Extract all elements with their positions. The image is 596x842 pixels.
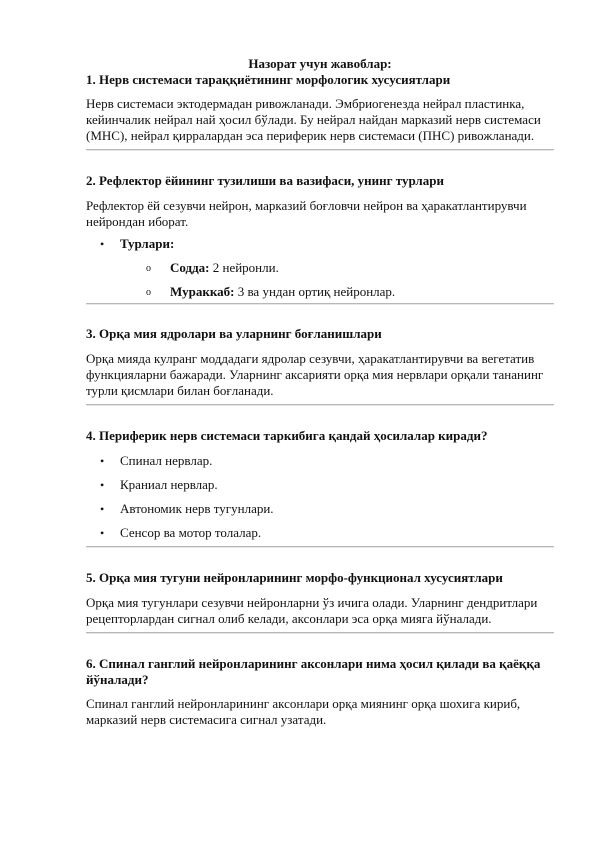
list-item: • Спинал нервлар. — [86, 453, 554, 469]
section-heading: 6. Спинал ганглий нейронларининг аксонлари нима ҳосил қилади ва қаёққа йўналади? — [86, 656, 541, 687]
section-paragraph: Рефлектор ёй сезувчи нейрон, марказий боғловчи нейрон ва ҳаракатлантирувчи нейрондан иборат. — [86, 198, 527, 229]
section-divider — [86, 303, 554, 305]
section-paragraph: Орқа мияда кулранг моддадаги ядролар сезувчи, ҳаракатлантирувчи ва вегетатив функцияларни бажаради. Уларнинг аксарияти орқа мия нервлари орқали тананинг турли қисмлари билан боғланади. — [86, 351, 544, 398]
section-2 — [86, 173, 554, 305]
sub-item-label: Мураккаб: — [170, 284, 235, 299]
list-item — [86, 236, 554, 300]
section-6 — [86, 656, 554, 728]
section-divider — [86, 404, 554, 406]
section-5 — [86, 570, 554, 634]
sub-list — [120, 260, 554, 300]
page-title: Назорат учун жавоблар: — [248, 56, 392, 71]
section-heading: 2. Рефлектор ёйининг тузилиши ва вазифаси, унинг турлари — [86, 173, 444, 188]
section-paragraph: Спинал ганглий нейронларининг аксонлари орқа миянинг орқа шохига кириб, марказий нерв системасига сигнал узатади. — [86, 696, 521, 727]
list-item: • Сенсор ва мотор толалар. — [86, 525, 554, 541]
section-heading: 3. Орқа мия ядролари ва уларнинг боғланишлари — [86, 326, 382, 341]
list-item: • Краниал нервлар. — [86, 477, 554, 493]
sub-item-text: 3 ва ундан ортиқ нейронлар. — [234, 284, 396, 299]
section-divider — [86, 149, 554, 151]
sub-item-text: 2 нейронли. — [209, 260, 279, 275]
section-heading: 1. Нерв системаси тараққиётининг морфологик хусусиятлари — [86, 72, 451, 87]
types-list — [86, 236, 554, 300]
sub-list-item — [128, 284, 562, 300]
section-4 — [86, 428, 554, 548]
section-divider — [86, 546, 554, 548]
section-heading: 4. Периферик нерв системаси таркибига қандай ҳосилалар киради? — [86, 428, 488, 443]
sub-list-item — [128, 260, 562, 276]
section-1 — [86, 72, 554, 151]
section-heading: 5. Орқа мия тугуни нейронларининг морфо-функционал хусусиятлари — [86, 570, 503, 585]
list-item: • Автономик нерв тугунлари. — [86, 501, 554, 517]
sub-item-label: Содда: — [170, 260, 210, 275]
section-divider — [86, 632, 554, 634]
list-label: Турлари: — [120, 236, 175, 251]
components-list — [86, 453, 554, 541]
section-3 — [86, 326, 554, 406]
section-paragraph: Орқа мия тугунлари сезувчи нейронларни ўз ичига олади. Уларнинг дендритлари рецепторлардан сигнал олиб келади, аксонлари эса орқа мияга йўналади. — [86, 595, 538, 626]
section-paragraph: Нерв системаси эктодермадан ривожланади. Эмбриогенезда нейрал пластинка, кейинчалик нейрал най ҳосил бўлади. Бу нейрал найдан марказий нерв системаси (МНС), нейрал қирралардан эса периферик нерв системаси (ПНС) ривожланади. — [86, 96, 541, 143]
